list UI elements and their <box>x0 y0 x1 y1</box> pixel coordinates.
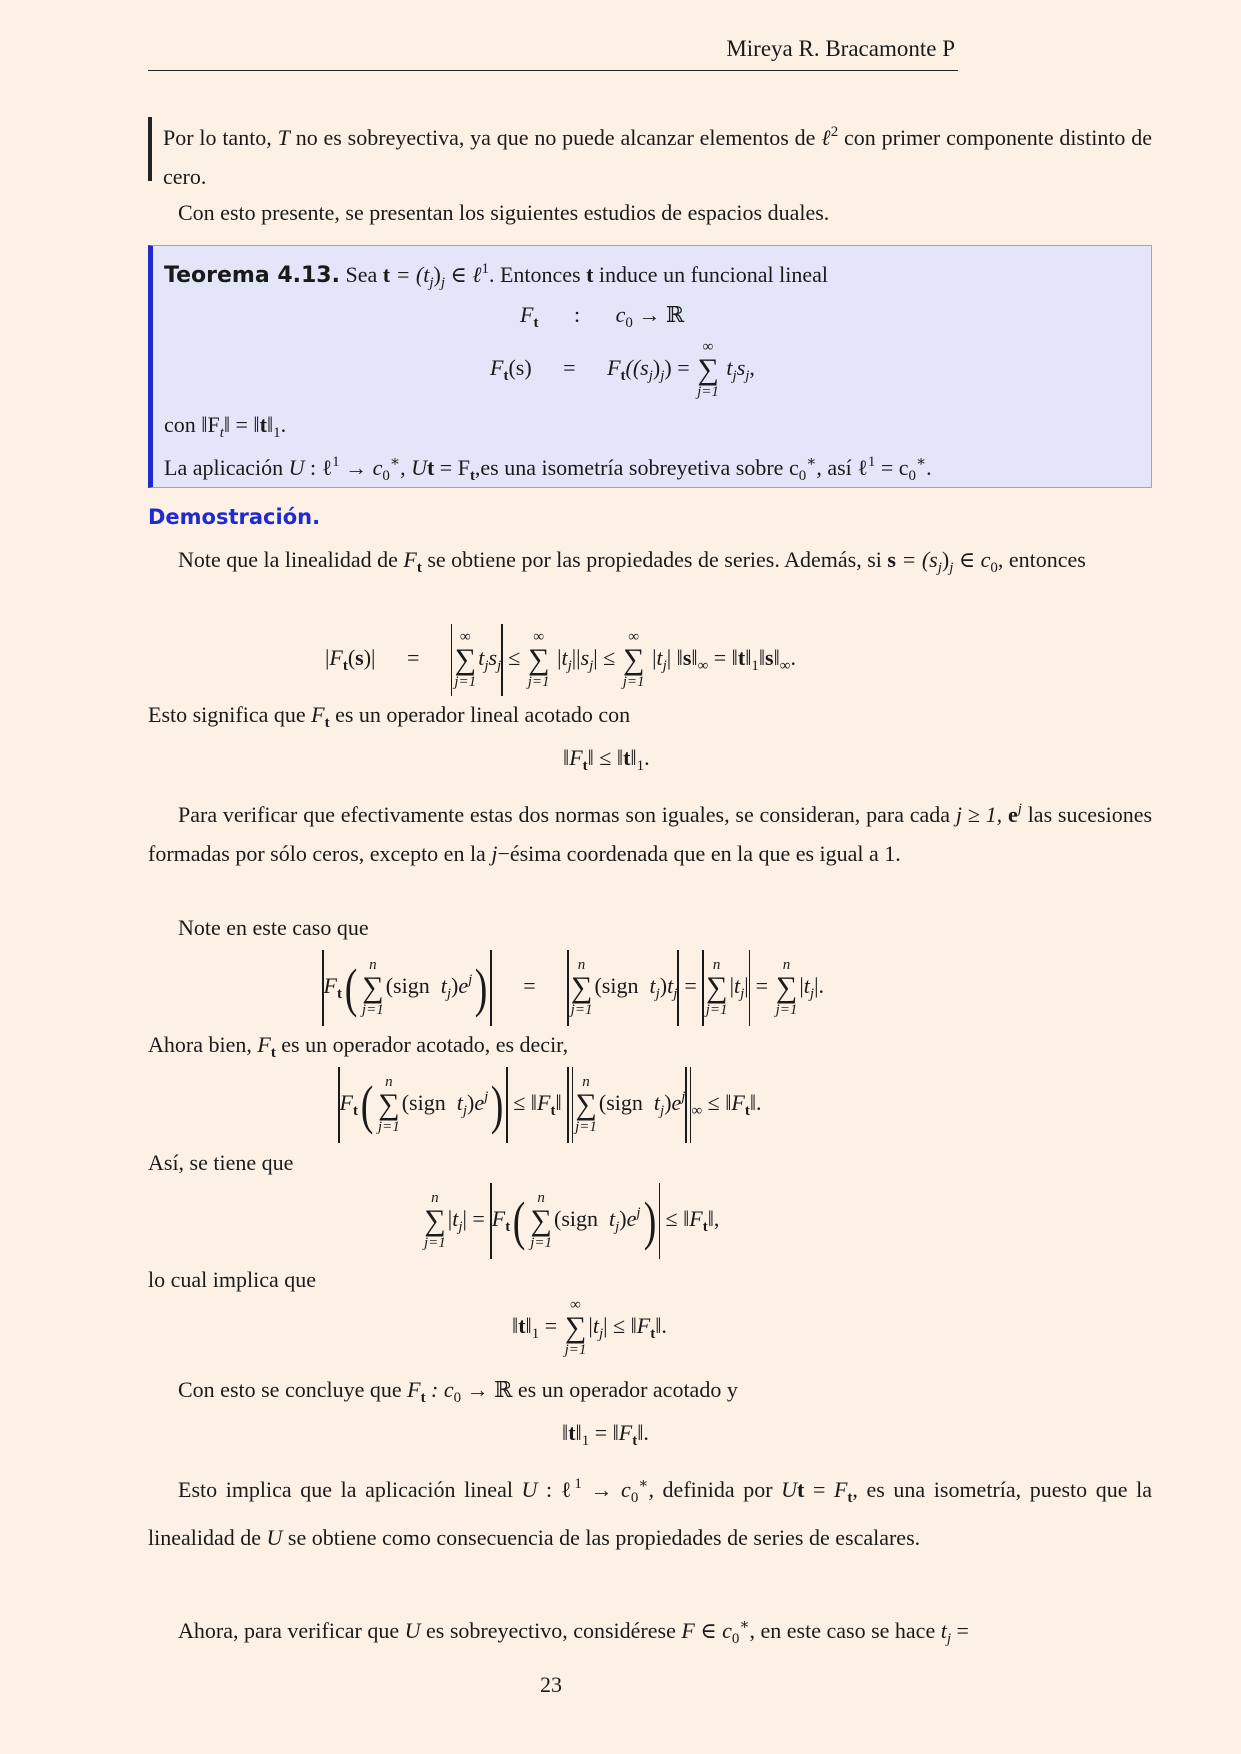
proof-paragraph-10: Ahora, para verificar que U es sobreyectivo, considérese F ∈ $c_0^∗$, en este caso se hace $t_j$ = <box>178 1617 969 1647</box>
proof-paragraph-8: Con esto se concluye que $F_t$ : $c_0$ → ℝ es un operador acotado y <box>178 1377 738 1406</box>
summation-symbol: ∞ ∑ j=1 <box>697 339 719 400</box>
theorem-label: Teorema 4.13. <box>164 263 340 288</box>
proof-title: Demostración. <box>148 505 321 529</box>
proof-paragraph-6: Así, se tiene que <box>148 1150 294 1175</box>
theorem-eq-2: $F_t(s) = F_t((s_j)_j)$ = ∞ ∑ j=1 $t_js_j$, <box>490 339 755 400</box>
header-rule <box>148 70 958 71</box>
proof-paragraph-4: Note en este caso que <box>178 915 369 940</box>
proof-eq-equality: $‖t‖_1$ = $‖F_t‖$. <box>562 1420 649 1449</box>
theorem-isometry-line: La aplicación U : ℓ$^1$ → $c_0^∗$, $Ut = F_t,es$ una isometría sobreyetiva sobre $c_0^∗$, así ℓ$^1$ = $c_0^∗$. <box>164 454 932 484</box>
proof-eq-norm-ineq: $‖F_t‖$ ≤ $‖t‖_1$. <box>563 745 650 774</box>
proof-paragraph-9: Esto implica que la aplicación lineal U : ℓ$^1$ → $c_0^∗$, definida por $Ut = F_t$, es una isometría, puesto que la linealidad de U se obtiene como consecuencia de las propiedades de series de escalares. <box>148 1476 1152 1550</box>
proof-paragraph-5: Ahora bien, $F_t$ es un operador acotado, es decir, <box>148 1032 569 1061</box>
proof-paragraph-3: Para verificar que efectivamente estas dos normas son iguales, se consideran, para cada j ≥ 1, $e^j$ las sucesiones formadas por sólo ceros, excepto en la j−ésima coordenada que en la que es igual a 1. <box>148 801 1153 866</box>
proof-eq-norm-t: $‖t‖_1$ = ∞ ∑ j=1 $|t_j|$ ≤ $‖F_t‖$. <box>512 1297 667 1358</box>
prev-proof-conclusion: Por lo tanto, T no es sobreyectiva, ya que no puede alcanzar elementos de ℓ$^2$ con primer componente distinto de cero. <box>163 124 1153 189</box>
page-number: 23 <box>540 1672 562 1697</box>
proof-paragraph-1: Note que la linealidad de $F_t$ se obtiene por las propiedades de series. Además, si $s = (s_j)_j$ ∈ $c_0$, entonces <box>178 547 1086 576</box>
theorem-eq-1: $F_t$ : $c_0$ → ℝ <box>520 302 685 331</box>
theorem-norm-line: con $‖F_t‖$ = $‖t‖_1$. <box>164 412 287 441</box>
proof-end-bar <box>148 117 152 181</box>
proof-paragraph-7: lo cual implica que <box>148 1267 316 1292</box>
proof-eq-lower-bound: n ∑ j=1 $|t_j| = F_t$( n ∑ j=1 (sign $t_j)e^j$) ≤ $‖F_t‖$, <box>422 1183 719 1259</box>
proof-paragraph-2: Esto significa que $F_t$ es un operador lineal acotado con <box>148 702 631 731</box>
theorem-statement: Teorema 4.13. Sea $t = (t_j)_j$ ∈ ℓ$^1$. Entonces t induce un funcional lineal <box>164 261 829 291</box>
proof-eq-bounded: $F_t$( n ∑ j=1 (sign $t_j)e^j$) ≤ $‖F_t‖$ n ∑ j=1 (sign $t_j)e^j_\infty$ ≤ $‖F_t‖$. <box>338 1067 762 1143</box>
proof-eq-sign-sum: $F_t$( n ∑ j=1 (sign $t_j)e^j$) = n ∑ j=1 (sign $t_j)t_j$ = n ∑ j=1 $|t_j|$ = n ∑ j=1 $|t_j|$. <box>322 950 824 1026</box>
proof-eq-bound: $|F_t(s)|$ = ∞ ∑ j=1 $t_js_j$ ≤ ∞ ∑ j=1 $|t_j||s_j|$ ≤ ∞ ∑ j=1 $|t_j|$ $‖s‖_\infty$ = $‖t‖_1‖s‖_\infty$. <box>325 624 796 696</box>
header-author: Mireya R. Bracamonte P <box>726 36 955 61</box>
intro-paragraph: Con esto presente, se presentan los siguientes estudios de espacios duales. <box>178 200 830 225</box>
